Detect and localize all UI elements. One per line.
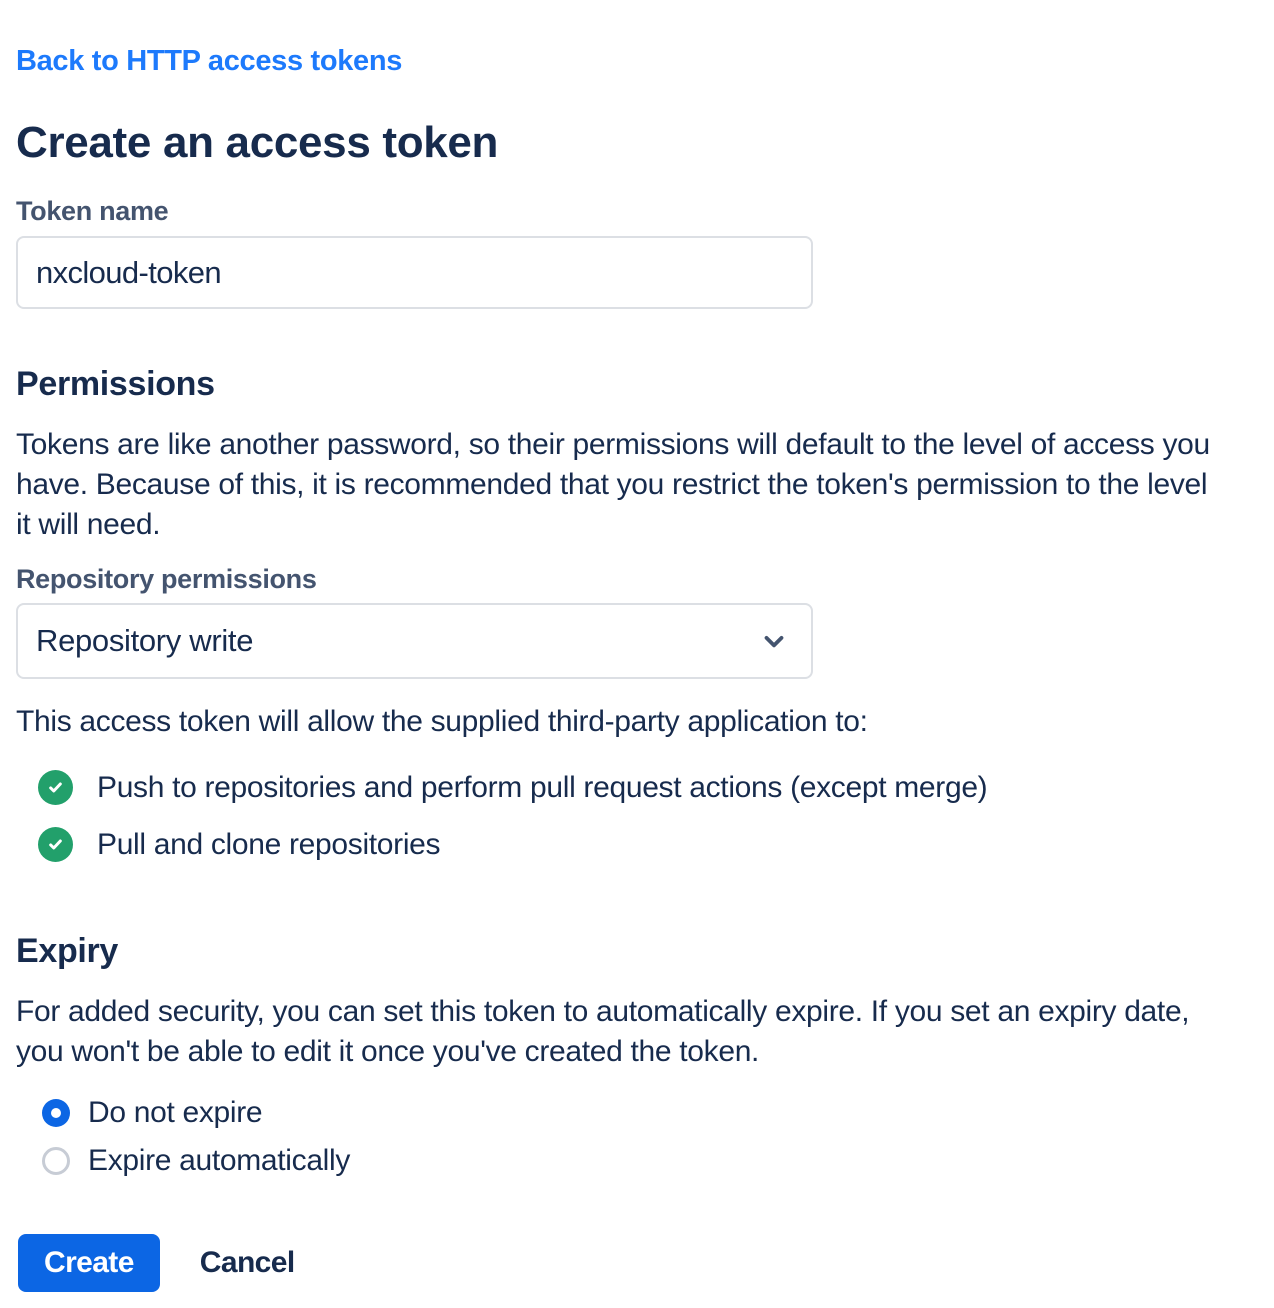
expiry-description-line: For added security, you can set this token to automatically expire. If you set an expiry date,	[16, 995, 1190, 1028]
page-title: Create an access token	[16, 118, 499, 167]
radio-option-do-not-expire[interactable]	[42, 1098, 1258, 1128]
repository-permissions-label: Repository permissions	[16, 564, 317, 594]
list-item	[38, 827, 1258, 862]
repository-permissions-select[interactable]	[16, 603, 813, 679]
cancel-button[interactable]: Cancel	[176, 1234, 319, 1292]
create-button[interactable]: Create	[18, 1234, 160, 1292]
check-circle-icon	[38, 770, 73, 805]
radio-option-label[interactable]: Expire automatically	[88, 1144, 351, 1177]
expiry-description	[16, 992, 1258, 1072]
token-allow-intro: This access token will allow the supplied third-party application to:	[16, 705, 868, 738]
expiry-options	[16, 1098, 1258, 1176]
permissions-heading: Permissions	[16, 365, 215, 403]
repository-permissions-selected-value: Repository write	[36, 623, 254, 658]
permissions-description-line: have. Because of this, it is recommended that you restrict the token's permission to the level	[16, 468, 1208, 501]
expiry-heading: Expiry	[16, 932, 119, 970]
radio-unselected-icon[interactable]	[42, 1147, 70, 1175]
permissions-description	[16, 425, 1258, 545]
radio-option-expire-automatically[interactable]	[42, 1146, 1258, 1176]
form-actions	[16, 1234, 1258, 1292]
expiry-description-line: you won't be able to edit it once you've created the token.	[16, 1035, 760, 1068]
token-name-label: Token name	[16, 196, 169, 226]
radio-option-label[interactable]: Do not expire	[88, 1096, 263, 1129]
allowed-action-text: Pull and clone repositories	[97, 827, 441, 861]
radio-selected-icon[interactable]	[42, 1099, 70, 1127]
chevron-down-icon	[759, 626, 789, 656]
token-name-input[interactable]	[16, 236, 813, 309]
back-to-http-access-tokens-link[interactable]: Back to HTTP access tokens	[16, 45, 403, 77]
check-circle-icon	[38, 827, 73, 862]
allowed-actions-list	[16, 770, 1258, 862]
allowed-action-text: Push to repositories and perform pull request actions (except merge)	[97, 770, 988, 804]
permissions-description-line: it will need.	[16, 508, 161, 541]
radio-dot	[51, 1108, 61, 1118]
list-item	[38, 770, 1258, 805]
permissions-description-line: Tokens are like another password, so their permissions will default to the level of access you	[16, 428, 1210, 461]
